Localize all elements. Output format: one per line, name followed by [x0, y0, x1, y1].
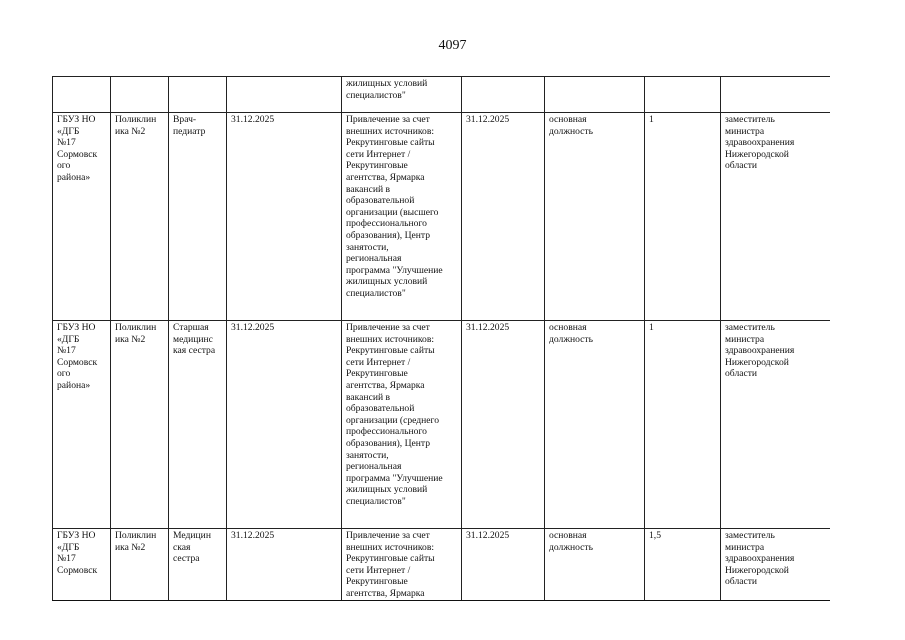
cell-date-to: 31.12.2025 [462, 321, 545, 529]
cell-responsible [721, 77, 831, 113]
cell-department: Поликлин ика №2 [111, 321, 169, 529]
cell-date-from: 31.12.2025 [227, 529, 342, 602]
cell-date-from: 31.12.2025 [227, 321, 342, 529]
cell-position-type [545, 77, 645, 113]
cell-date-to [462, 77, 545, 113]
table-row [53, 113, 831, 321]
cell-rate: 1 [645, 113, 721, 321]
table-container [52, 76, 830, 601]
table-row-continuation [53, 77, 831, 113]
staffing-table [52, 76, 830, 601]
cell-position-type: основная должность [545, 529, 645, 602]
cell-position: Медицин ская сестра [169, 529, 227, 602]
cell-method: Привлечение за счет внешних источников: Рекрутинговые сайты сети Интернет / Рекрутинговые агентства, Ярмарка вакансий в образовательной организации (высшего профессионального образования), Центр занятости, региональная программа "Улучшение жилищных условий специалистов" [342, 113, 462, 321]
cell-date-from [227, 77, 342, 113]
cell-position: Старшая медицинс кая сестра [169, 321, 227, 529]
cell-position-type: основная должность [545, 113, 645, 321]
cell-method: Привлечение за счет внешних источников: Рекрутинговые сайты сети Интернет / Рекрутинговые агентства, Ярмарка вакансий в образовательной организации (среднего профессионального образования), Центр занятости, региональная программа "Улучшение жилищных условий специалистов" [342, 321, 462, 529]
cell-department: Поликлин ика №2 [111, 113, 169, 321]
table-row [53, 321, 831, 529]
cell-date-to: 31.12.2025 [462, 529, 545, 602]
method-text: жилищных условий специалистов" [346, 78, 428, 101]
cell-rate: 1,5 [645, 529, 721, 602]
cell-organization: ГБУЗ НО «ДГБ №17 Сормовск ого района» [53, 113, 111, 321]
cell-organization: ГБУЗ НО «ДГБ №17 Сормовск ого района» [53, 321, 111, 529]
cell-rate: 1 [645, 321, 721, 529]
cell-organization [53, 77, 111, 113]
cell-date-to: 31.12.2025 [462, 113, 545, 321]
cell-method [342, 77, 462, 113]
cell-position [169, 77, 227, 113]
cell-date-from: 31.12.2025 [227, 113, 342, 321]
cell-method: Привлечение за счет внешних источников: Рекрутинговые сайты сети Интернет / Рекрутинговые агентства, Ярмарка [342, 529, 462, 602]
cell-responsible: заместитель министра здравоохранения Нижегородской области [721, 321, 831, 529]
cell-rate [645, 77, 721, 113]
cell-responsible: заместитель министра здравоохранения Нижегородской области [721, 113, 831, 321]
cell-responsible: заместитель министра здравоохранения Нижегородской области [721, 529, 831, 602]
cell-department [111, 77, 169, 113]
cell-position: Врач- педиатр [169, 113, 227, 321]
cell-organization: ГБУЗ НО «ДГБ №17 Сормовск [53, 529, 111, 602]
table-row [53, 529, 831, 602]
cell-department: Поликлин ика №2 [111, 529, 169, 602]
cell-position-type: основная должность [545, 321, 645, 529]
page-number: 4097 [438, 38, 467, 53]
